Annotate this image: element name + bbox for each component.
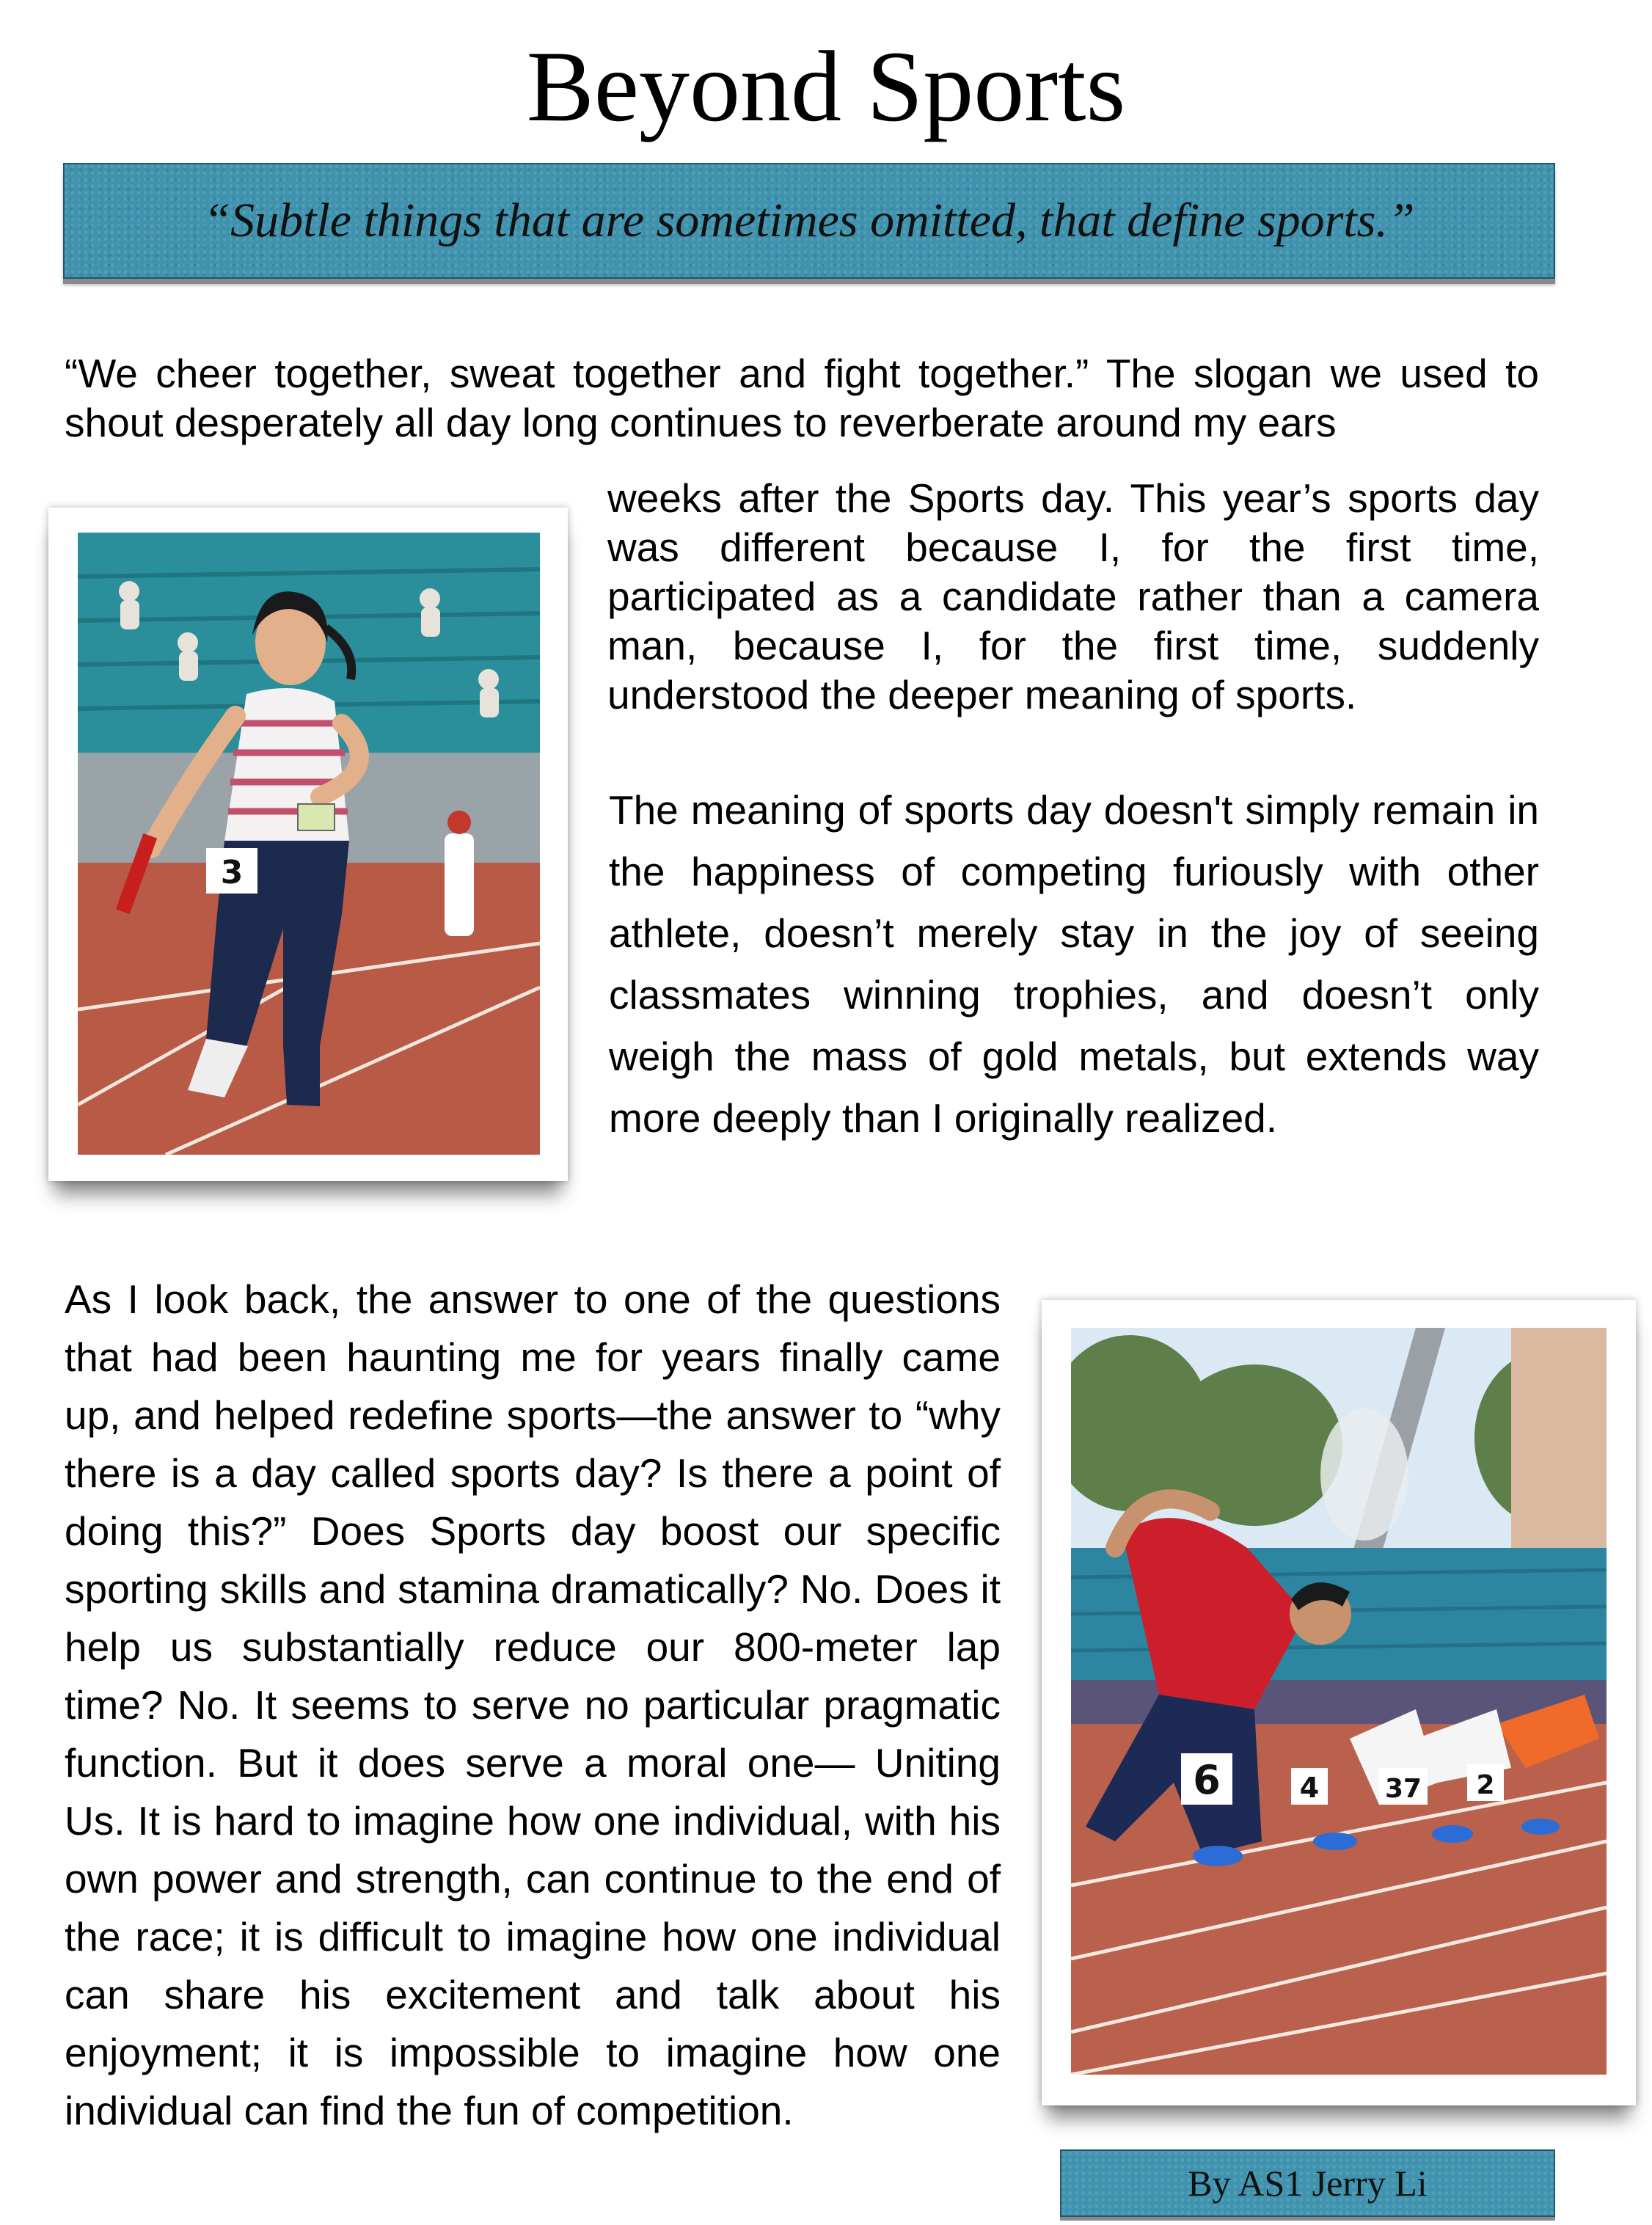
sprinter-bib-number: 37 xyxy=(1384,1774,1422,1804)
sprint-start-photo-frame xyxy=(1042,1300,1636,2105)
paragraph-2: The meaning of sports day doesn't simply remain in the happiness of competing furiously with other athlete, doesn’t merely stay in the joy of seeing classmates winning trophies, and doesn’t only weigh the mass of gold metals, but extends way more deeply than I originally realized. xyxy=(609,787,1539,1141)
runner-bib-number: 3 xyxy=(220,854,244,891)
sprinter-bib-number: 2 xyxy=(1476,1770,1495,1800)
sprinter-bib-number: 4 xyxy=(1299,1772,1320,1804)
sprinter-bib-number: 6 xyxy=(1193,1757,1221,1803)
paragraph-3: As I look back, the answer to one of the questions that had been haunting me for years finally came up, and helped redefine sports—the answer to “why there is a day called sports day? Is there a point of doing this?” Does Sports day boost our specific sporting skills and stamina dramatically? No. Does it help us substantially reduce our 800-meter lap time? No. It seems to serve no particular pragmatic function. But it does serve a moral one— Uniting Us. It is hard to imagine how one individual, with his own power and strength, can continue to the end of the race; it is difficult to imagine how one individual can share his excitement and talk about his enjoyment; it is impossible to imagine how one individual can find the fun of competition. xyxy=(65,1276,1001,2133)
subtitle-banner xyxy=(63,163,1555,279)
paragraph-1-intro: “We cheer together, sweat together and fight together.” The slogan we used to shout desperately all day long continues to reverberate around my ears xyxy=(65,351,1539,445)
byline-box xyxy=(1060,2149,1555,2217)
subtitle-quote: “Subtle things that are sometimes omitted, that define sports.” xyxy=(203,194,1415,247)
relay-runner-photo-frame xyxy=(48,508,568,1181)
paragraph-1-rest: weeks after the Sports day. This year’s sports day was different because I, for the first time, participated as a candidate rather than a camera man, because I, for the first time, suddenly understood the deeper meaning of sports. xyxy=(607,475,1539,717)
byline-text: By AS1 Jerry Li xyxy=(1188,2163,1428,2204)
relay-runner-photo xyxy=(78,533,540,1155)
sprint-start-photo xyxy=(1071,1328,1607,2075)
article-title: Beyond Sports xyxy=(526,30,1126,142)
